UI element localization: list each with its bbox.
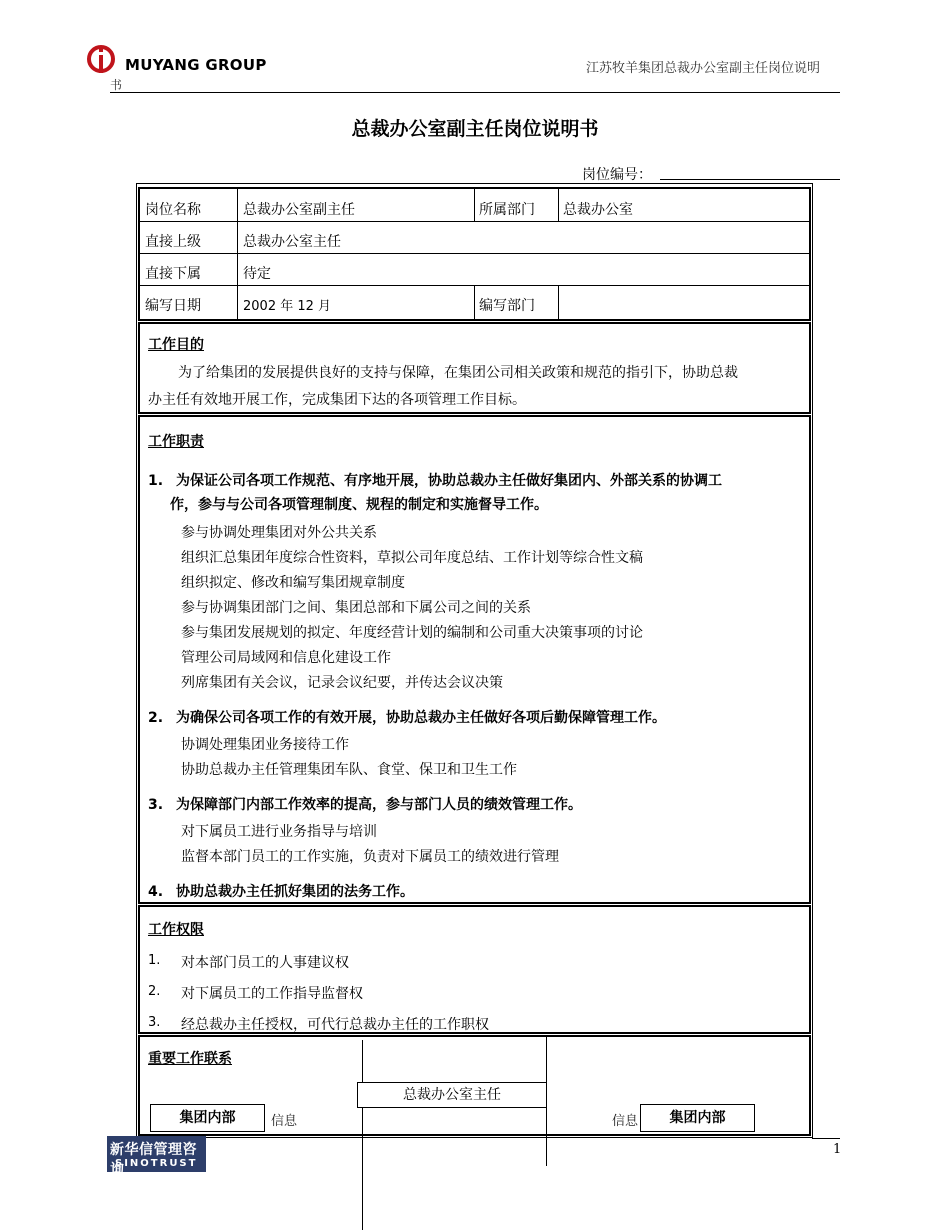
footer-rule [812, 1138, 840, 1139]
purpose-section [138, 322, 811, 414]
duty-1-item-5: 参与集团发展规划的拟定、年度经营计划的编制和公司重大决策事项的讨论 [181, 625, 643, 641]
duty-2-number: 2. [148, 710, 164, 726]
company-name: MUYANG GROUP [125, 56, 267, 74]
author-dept-label: 编写部门 [479, 298, 535, 314]
page-number: 1 [833, 1142, 842, 1157]
duty-1-item-2: 组织汇总集团年度综合性资料，草拟公司年度总结、工作计划等综合性文稿 [181, 550, 643, 566]
authority-3-number: 3. [148, 1015, 161, 1030]
org-right-label: 信息 [612, 1114, 639, 1129]
duty-1-item-7: 列席集团有关会议，记录会议纪要，并传达会议决策 [181, 675, 503, 691]
duty-3-item-2: 监督本部门员工的工作实施，负责对下属员工的绩效进行管理 [181, 849, 559, 865]
date-label: 编写日期 [145, 298, 201, 314]
duty-1-heading-line-1: 为保证公司各项工作规范、有序地开展，协助总裁办主任做好集团内、外部关系的协调工 [176, 473, 722, 489]
duties-title: 工作职责 [148, 434, 204, 450]
org-center-box: 总裁办公室主任 [357, 1082, 547, 1108]
duties-section [138, 415, 811, 904]
duty-3-heading: 为保障部门内部工作效率的提高，参与部门人员的绩效管理工作。 [176, 797, 582, 813]
org-connector [362, 1040, 363, 1230]
duty-2-item-2: 协助总裁办主任管理集团车队、食堂、保卫和卫生工作 [181, 762, 517, 778]
muyang-logo-icon [86, 44, 116, 74]
duty-1-number: 1. [148, 473, 164, 489]
duty-4-heading: 协助总裁办主任抓好集团的法务工作。 [176, 884, 414, 900]
position-name-value: 总裁办公室副主任 [243, 202, 355, 218]
duty-1-item-3: 组织拟定、修改和编写集团规章制度 [181, 575, 405, 591]
authority-1-number: 1. [148, 953, 161, 968]
duty-3-number: 3. [148, 797, 164, 813]
authority-2-number: 2. [148, 984, 161, 999]
info-table [138, 187, 811, 321]
authority-3-text: 经总裁办主任授权，可代行总裁办主任的工作职权 [181, 1017, 489, 1033]
duty-2-heading: 为确保公司各项工作的有效开展，协助总裁办主任做好各项后勤保障管理工作。 [176, 710, 666, 726]
subordinate-label: 直接下属 [145, 266, 201, 282]
authority-1-text: 对本部门员工的人事建议权 [181, 955, 349, 971]
org-right-box: 集团内部 [640, 1104, 755, 1132]
department-value: 总裁办公室 [563, 202, 633, 218]
sinotrust-logo-cn: 新华信管理咨询 [110, 1142, 197, 1178]
authority-section [138, 905, 811, 1034]
duty-2-item-1: 协调处理集团业务接待工作 [181, 737, 349, 753]
superior-label: 直接上级 [145, 234, 201, 250]
header-doc-title-wrap: 书 [110, 78, 123, 92]
position-code-label: 岗位编号： [582, 167, 652, 183]
purpose-title: 工作目的 [148, 337, 204, 353]
duty-1-item-1: 参与协调处理集团对外公共关系 [181, 525, 377, 541]
authority-2-text: 对下属员工的工作指导监督权 [181, 986, 363, 1002]
duty-3-item-1: 对下属员工进行业务指导与培训 [181, 824, 377, 840]
purpose-line-2: 办主任有效地开展工作，完成集团下达的各项管理工作目标。 [148, 392, 526, 408]
superior-value: 总裁办公室主任 [243, 234, 341, 250]
sinotrust-logo [107, 1136, 206, 1178]
duty-4-number: 4. [148, 884, 164, 900]
duty-1-item-6: 管理公司局域网和信息化建设工作 [181, 650, 391, 666]
duty-1-item-4: 参与协调集团部门之间、集团总部和下属公司之间的关系 [181, 600, 531, 616]
position-code-field[interactable] [660, 179, 840, 180]
department-label: 所属部门 [479, 202, 535, 218]
org-left-box: 集团内部 [150, 1104, 265, 1132]
subordinate-value: 待定 [243, 266, 271, 282]
duty-1-heading-line-2: 作，参与与公司各项管理制度、规程的制定和实施督导工作。 [170, 497, 548, 513]
position-name-label: 岗位名称 [145, 202, 201, 218]
page-title: 总裁办公室副主任岗位说明书 [351, 118, 599, 140]
relations-title: 重要工作联系 [148, 1051, 232, 1067]
header-doc-title: 江苏牧羊集团总裁办公室副主任岗位说明 [586, 61, 821, 76]
header-rule [110, 92, 840, 93]
sinotrust-logo-en: SINOTRUST [115, 1158, 198, 1169]
purpose-line-1: 为了给集团的发展提供良好的支持与保障，在集团公司相关政策和规范的指引下，协助总裁 [178, 365, 738, 381]
date-value: 2002 年 12 月 [243, 299, 332, 314]
org-left-label: 信息 [271, 1114, 298, 1129]
authority-title: 工作权限 [148, 922, 204, 938]
